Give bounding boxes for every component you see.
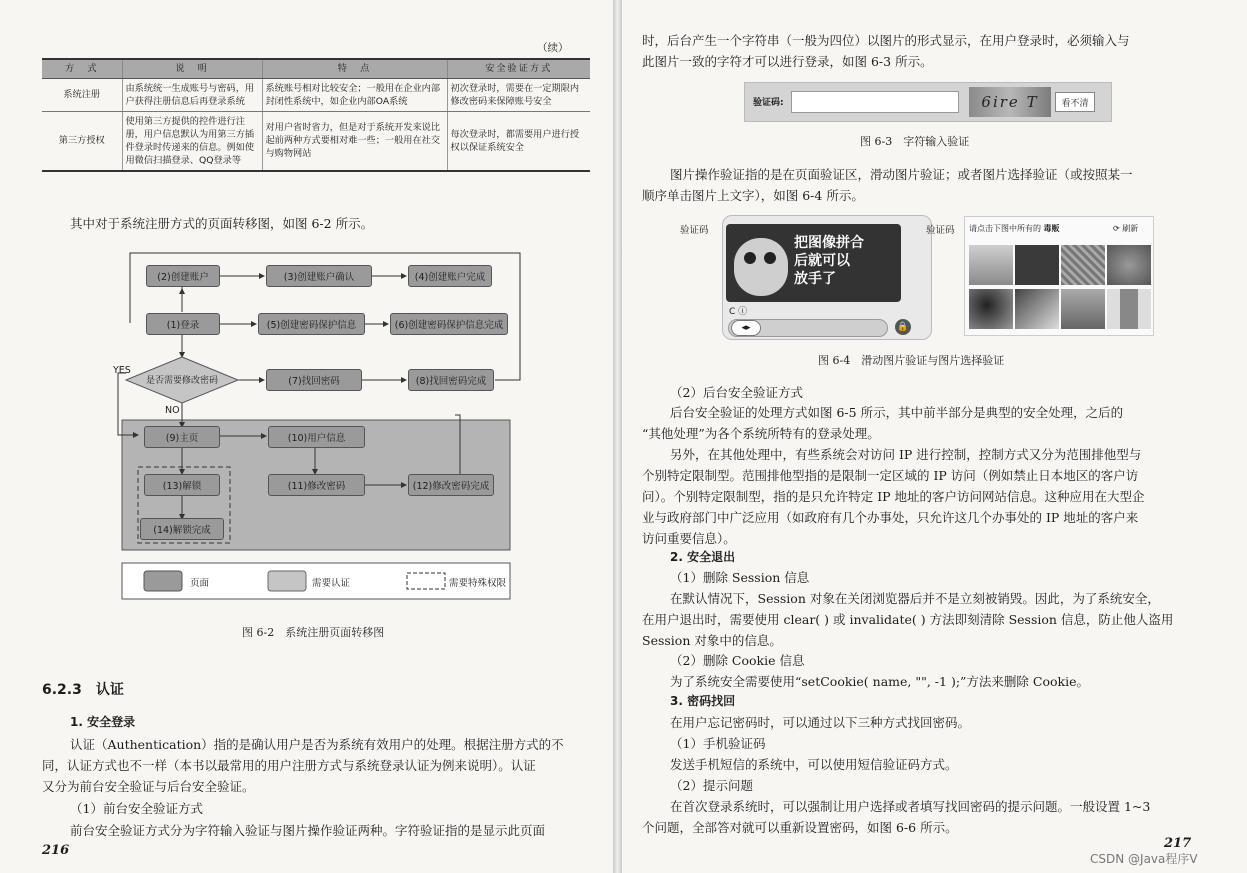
cell-verify: 每次登录时，都需要用户进行授权以保证系统安全 <box>447 111 590 171</box>
flow-box-change-password: (11)修改密码 <box>268 474 365 496</box>
pick-refresh-button[interactable] <box>1113 223 1138 234</box>
pick-image-tile[interactable] <box>1107 245 1151 285</box>
para-r1-line2: 此图片一致的字符才可以进行登录，如图 6-3 所示。 <box>642 54 933 69</box>
para-r5-line1: 在默认情况下，Session 对象在关闭浏览器后并不是立刻被销毁。因此，为了系统安全， <box>670 591 1160 606</box>
para-r5-line2: 在用户退出时，需要使用 clear( ) 或 invalidate( ) 方法即刻清除 Session 信息，防止他人盗用 <box>642 612 1174 627</box>
slide-track[interactable] <box>728 319 888 337</box>
para-r1-line1: 时，后台产生一个字符串（一般为四位）以图片的形式显示，在用户登录时，必须输入与 <box>642 33 1130 48</box>
subheading-delete-session: （1）删除 Session 信息 <box>670 570 810 585</box>
subheading-backend: （2）后台安全验证方式 <box>670 385 803 400</box>
panda-image <box>734 238 788 296</box>
continued-label: （续） <box>537 42 569 54</box>
para-r3-line2: “其他处理”为各个系统所特有的登录处理。 <box>642 426 880 441</box>
heading-secure-logout: 2. 安全退出 <box>670 550 736 564</box>
legend-special-label: 需要特殊权限 <box>449 578 507 589</box>
cell-desc: 使用第三方提供的控件进行注册，用户信息默认为用第三方插件登录时传递来的信息。例如使用微信扫描登录、QQ登录等 <box>122 111 262 171</box>
pick-image-tile[interactable] <box>1015 289 1059 329</box>
para-r5-line3: Session 对象中的信息。 <box>642 633 782 648</box>
cell-feature: 对用户省时省力，但是对于系统开发来说比起前两种方式要相对难一些；一般用在社交与购物网站 <box>262 111 447 171</box>
figure-6-2-caption: 图 6-2 系统注册页面转移图 <box>242 626 385 639</box>
para-auth-line2: 同，认证方式也不一样（本书以最常用的用户注册方式与系统登录认证为例来说明）。认证 <box>42 758 536 773</box>
table-header-row <box>42 59 590 78</box>
flow-box-create-account: (2)创建账户 <box>146 265 220 287</box>
left-page <box>0 0 613 873</box>
cell-feature: 系统账号相对比较安全；一般用在企业内部封闭性系统中，如企业内部OA系统 <box>262 78 447 111</box>
slide-poster-text: 把图像拼合 后就可以 放手了 <box>794 235 864 287</box>
para-r2-line1: 图片操作验证指的是在页面验证区，滑动图片验证；或者图片选择验证（或按照某一 <box>670 167 1133 182</box>
captcha-widget <box>744 82 1112 122</box>
para-r4-line5: 访问重要信息）。 <box>642 531 736 546</box>
para-r2-line2: 顺序单击图片上文字），如图 6-4 所示。 <box>642 188 864 203</box>
book-gutter <box>613 0 622 873</box>
pick-captcha-widget <box>964 216 1154 336</box>
cell-verify: 初次登录时，需要在一定期限内修改密码来保障账号安全 <box>447 78 590 111</box>
slide-handle[interactable] <box>731 320 761 336</box>
refresh-icon: ⟳ <box>1113 224 1123 233</box>
legend-page-swatch <box>144 571 182 591</box>
subheading-secure-login: 1. 安全登录 <box>70 715 136 729</box>
flow-box-unlock: (13)解锁 <box>144 474 220 496</box>
subheading-hint-question: （2）提示问题 <box>670 778 753 793</box>
pick-image-tile[interactable] <box>969 245 1013 285</box>
slide-captcha-picture <box>726 224 901 302</box>
flow-no-label: NO <box>165 405 180 416</box>
registration-table <box>42 58 590 172</box>
para-r4-line4: 业与政府部门中广泛应用（如政府有几个办事处，只允许这几个办事处的 IP 地址的客户来 <box>642 510 1139 525</box>
page-number-right: 217 <box>1164 836 1192 851</box>
cell-method: 系统注册 <box>42 78 122 111</box>
para-r7-line1: 在用户忘记密码时，可以通过以下三种方式找回密码。 <box>670 715 971 730</box>
cell-desc: 由系统统一生成账号与密码，用户获得注册信息后再登录系统 <box>122 78 262 111</box>
arrows-icon: ◂▸ <box>741 323 751 333</box>
para-r4-line3: 问）。个别特定限制型，指的是只允许特定 IP 地址的客户访问网站信息。这种应用在大型企 <box>642 489 1145 504</box>
para-r4-line1: 另外，在其他处理中，有些系统会对访问 IP 进行控制，控制方式又分为范围排他型与 <box>670 447 1142 462</box>
pick-image-tile[interactable] <box>1061 289 1105 329</box>
captcha-refresh-button[interactable]: 看不清 <box>1055 92 1095 112</box>
lock-icon: 🔒 <box>895 319 911 335</box>
slide-controls[interactable]: C ⓘ <box>729 307 748 317</box>
flow-box-create-account-done: (4)创建账户完成 <box>408 265 492 287</box>
flow-box-user-info: (10)用户信息 <box>268 426 365 448</box>
right-page <box>622 0 1247 873</box>
para-r4-line2: 个别特定限制型。范围排他型指的是限制一定区域的 IP 访问（例如禁止日本地区的客户访 <box>642 468 1139 483</box>
subheading-delete-cookie: （2）删除 Cookie 信息 <box>670 653 805 668</box>
header-desc: 说 明 <box>122 59 262 78</box>
pick-prompt <box>969 223 1060 234</box>
legend-auth-label: 需要认证 <box>312 578 351 589</box>
table-row <box>42 78 590 111</box>
flow-box-create-pwd-protect: (5)创建密码保护信息 <box>258 313 365 335</box>
flow-box-unlock-done: (14)解锁完成 <box>140 518 224 540</box>
section-heading: 6.2.3 认证 <box>42 682 124 698</box>
para-r9-line2: 个问题，全部答对就可以重新设置密码，如图 6-6 所示。 <box>642 820 958 835</box>
pick-image-tile[interactable] <box>1015 245 1059 285</box>
legend-page-label: 页面 <box>190 578 210 589</box>
flow-box-change-password-done: (12)修改密码完成 <box>408 474 494 496</box>
pick-refresh-label: 刷新 <box>1122 224 1139 233</box>
subheading-frontend: （1）前台安全验证方式 <box>70 801 203 816</box>
captcha-label: 验证码: <box>753 98 784 108</box>
page-number-left: 216 <box>42 843 70 858</box>
flow-box-find-password: (7)找回密码 <box>266 369 362 391</box>
flow-box-login: (1)登录 <box>146 313 220 335</box>
pick-prompt-text: 请点击下图中所有的 <box>969 224 1041 233</box>
figure-6-4-caption: 图 6-4 滑动图片验证与图片选择验证 <box>818 354 1005 367</box>
flow-diagram <box>110 245 530 605</box>
para-r8-line1: 发送手机短信的系统中，可以使用短信验证码方式。 <box>670 757 958 772</box>
para-frontend-line1: 前台安全验证方式分为字符输入验证与图片操作验证两种。字符验证指的是显示此页面 <box>70 823 546 838</box>
figure-6-3-caption: 图 6-3 字符输入验证 <box>860 135 970 148</box>
para-r6-line1: 为了系统安全需要使用“setCookie( name, "", -1 );”方法来删除 Cookie。 <box>670 674 1089 689</box>
pick-captcha-label: 验证码 <box>926 225 955 236</box>
flow-box-create-pwd-protect-done: (6)创建密码保护信息完成 <box>390 313 508 335</box>
slide-captcha-label: 验证码 <box>680 225 709 236</box>
intro-line: 其中对于系统注册方式的页面转移图，如图 6-2 所示。 <box>70 216 374 231</box>
slide-captcha-widget <box>722 215 932 340</box>
pick-image-tile[interactable] <box>969 289 1013 329</box>
heading-password-recovery: 3. 密码找回 <box>670 694 736 708</box>
header-verify: 安全验证方式 <box>447 59 590 78</box>
watermark: CSDN @Java程序V <box>1090 852 1198 866</box>
pick-image-tile[interactable] <box>1061 245 1105 285</box>
pick-image-tile[interactable] <box>1107 289 1151 329</box>
subheading-sms-code: （1）手机验证码 <box>670 736 766 751</box>
table-row <box>42 111 590 171</box>
flow-yes-label: YES <box>113 365 131 376</box>
header-feature: 特 点 <box>262 59 447 78</box>
header-method: 方 式 <box>42 59 122 78</box>
para-r3-line1: 后台安全验证的处理方式如图 6-5 所示，其中前半部分是典型的安全处理，之后的 <box>670 405 1124 420</box>
captcha-input[interactable] <box>791 91 959 113</box>
para-r9-line1: 在首次登录系统时，可以强制让用户选择或者填写找回密码的提示问题。一般设置 1~3 <box>670 799 1151 814</box>
pick-target-word: 毒贩 <box>1043 224 1060 233</box>
flow-box-find-password-done: (8)找回密码完成 <box>408 369 494 391</box>
captcha-image: 6ire T <box>969 87 1051 117</box>
flow-box-home: (9)主页 <box>144 426 220 448</box>
legend-auth-swatch <box>268 571 306 591</box>
para-auth-line1: 认证（Authentication）指的是确认用户是否为系统有效用户的处理。根据注册方式的不 <box>70 737 564 752</box>
para-auth-line3: 又分为前台安全验证与后台安全验证。 <box>42 779 255 794</box>
flow-decision-label: 是否需要修改密码 <box>145 376 218 386</box>
cell-method: 第三方授权 <box>42 111 122 171</box>
flow-box-create-account-confirm: (3)创建账户确认 <box>266 265 372 287</box>
flow-connectors <box>110 245 530 605</box>
